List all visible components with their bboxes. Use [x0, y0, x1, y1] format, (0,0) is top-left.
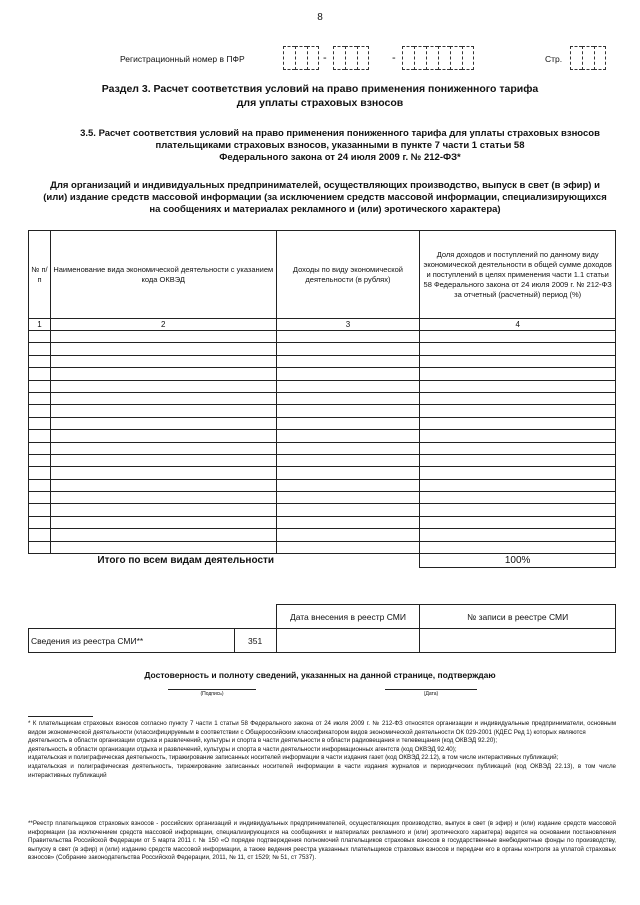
date-caption: (Дата): [423, 691, 439, 697]
table-cell[interactable]: [50, 479, 276, 491]
table-cell[interactable]: [276, 405, 420, 417]
table-cell[interactable]: [420, 504, 616, 516]
table-cell[interactable]: [276, 343, 420, 355]
table-cell[interactable]: [29, 355, 51, 367]
smi-record-input[interactable]: [420, 629, 616, 653]
table-cell[interactable]: [420, 331, 616, 343]
table-cell[interactable]: [50, 529, 276, 541]
table-cell[interactable]: [50, 343, 276, 355]
table-cell[interactable]: [50, 417, 276, 429]
table-row: [29, 392, 616, 404]
smi-date-header: Дата внесения в реестр СМИ: [276, 605, 420, 629]
table-cell[interactable]: [29, 504, 51, 516]
table-cell[interactable]: [29, 529, 51, 541]
footnote-1: * К плательщикам страховых взносов согласно пункту 7 части 1 статьи 58 Федерального закона от 24 июля 2009 г. № 212-ФЗ относятся организации и индивидуальные предприниматели, основным видом экономической деятельности (классифицируемым в соответствии с Общероссийским классификатором видов экономической деятельности ОК 029-2001 (КДЕС Ред 1) которых являются деятельность в области организации отдыха и развлечений, культуры и спорта в части деятельности в области радиовещания и телевещания (код ОКВЭД 92.20); деятельность в области организации отдыха и развлечений, культуры и спорта в части деятельности информационных агентств (код ОКВЭД 92.40); издательская и полиграфическая деятельность, тиражирование записанных носителей информации в части издания газет (код ОКВЭД 22.12), в том числе интерактивных публикаций; издательская и полиграфическая деятельность, тиражирование записанных носителей информации в части издания журналов и периодических публикаций (код ОКВЭД 22.13), в том числе интерактивных публикаций: [28, 720, 616, 779]
signature-caption: (Подпись): [200, 691, 224, 697]
table-cell[interactable]: [29, 516, 51, 528]
table-cell[interactable]: [276, 442, 420, 454]
page-label: Стр.: [545, 54, 563, 64]
table-row: [29, 492, 616, 504]
table-cell[interactable]: [276, 380, 420, 392]
table-cell[interactable]: [420, 380, 616, 392]
table-cell[interactable]: [50, 392, 276, 404]
section-title: Раздел 3. Расчет соответствия условий на право применения пониженного тарифа для уплаты страховых взносов: [101, 83, 539, 109]
table-cell[interactable]: [420, 343, 616, 355]
table-cell[interactable]: [420, 355, 616, 367]
table-cell[interactable]: [276, 516, 420, 528]
table-cell[interactable]: [29, 467, 51, 479]
table-cell[interactable]: [29, 454, 51, 466]
table-row: [29, 368, 616, 380]
table-cell[interactable]: [276, 454, 420, 466]
table-cell[interactable]: [29, 380, 51, 392]
table-cell[interactable]: [420, 541, 616, 553]
table-cell[interactable]: [50, 541, 276, 553]
table-cell[interactable]: [29, 405, 51, 417]
confirmation-text: Достоверность и полноту сведений, указанных на данной странице, подтверждаю: [144, 670, 496, 680]
table-row: [29, 516, 616, 528]
table-row: [29, 479, 616, 491]
table-cell[interactable]: [420, 479, 616, 491]
table-row: [29, 405, 616, 417]
footnote-separator: [28, 716, 93, 717]
table-cell[interactable]: [420, 454, 616, 466]
table-cell[interactable]: [29, 430, 51, 442]
table-cell[interactable]: [50, 504, 276, 516]
table-cell[interactable]: [420, 529, 616, 541]
smi-row-code: 351: [234, 629, 276, 653]
table-cell[interactable]: [50, 454, 276, 466]
table-cell[interactable]: [50, 380, 276, 392]
table-cell[interactable]: [420, 417, 616, 429]
table-cell[interactable]: [420, 368, 616, 380]
activity-table: [28, 230, 616, 568]
reg-separator: -: [392, 52, 396, 64]
reg-number-field-1[interactable]: [283, 46, 319, 70]
table-cell[interactable]: [50, 368, 276, 380]
reg-number-field-2[interactable]: [333, 46, 369, 70]
table-cell[interactable]: [420, 430, 616, 442]
total-percent: 100%: [420, 554, 616, 568]
table-cell[interactable]: [276, 368, 420, 380]
table-row: [29, 529, 616, 541]
table-cell[interactable]: [29, 442, 51, 454]
table-cell[interactable]: [50, 405, 276, 417]
table-row: [29, 343, 616, 355]
table-cell[interactable]: [50, 442, 276, 454]
table-cell[interactable]: [29, 492, 51, 504]
subsection-title: 3.5. Расчет соответствия условий на право применения пониженного тарифа для уплаты страховых взносов плательщиками страховых взносов, указанными в пункте 7 части 1 статьи 58 Федерального закона от 24 июля 2009 г. № 212-ФЗ*: [80, 128, 600, 163]
total-label: Итого по всем видам деятельности: [97, 555, 275, 567]
table-cell[interactable]: [50, 492, 276, 504]
table-cell[interactable]: [276, 430, 420, 442]
table-cell[interactable]: [276, 492, 420, 504]
reg-number-label: Регистрационный номер в ПФР: [120, 54, 245, 64]
smi-record-header: № записи в реестре СМИ: [420, 605, 616, 629]
smi-row-label: Сведения из реестра СМИ**: [29, 629, 235, 653]
table-cell[interactable]: [29, 331, 51, 343]
table-cell[interactable]: [276, 331, 420, 343]
total-row: [29, 554, 616, 568]
smi-registry-table: [28, 604, 616, 653]
table-cell[interactable]: [50, 355, 276, 367]
table-cell[interactable]: [50, 467, 276, 479]
table-row: [29, 467, 616, 479]
table-row: [29, 430, 616, 442]
table-row: [29, 417, 616, 429]
column-header-activity: Наименование вида экономической деятельности с указанием кода ОКВЭД: [50, 231, 276, 319]
table-cell[interactable]: [276, 504, 420, 516]
table-cell[interactable]: [29, 368, 51, 380]
table-row: [29, 442, 616, 454]
table-cell[interactable]: [276, 392, 420, 404]
table-cell[interactable]: [420, 392, 616, 404]
reg-number-field-3[interactable]: [402, 46, 474, 70]
reg-separator: -: [323, 52, 327, 64]
table-cell[interactable]: [276, 541, 420, 553]
table-cell[interactable]: [29, 417, 51, 429]
table-cell[interactable]: [29, 479, 51, 491]
table-row: [29, 331, 616, 343]
footnote-2: **Реестр плательщиков страховых взносов - российских организаций и индивидуальных предпринимателей, осуществляющих производство, выпуск в свет (в эфир) и (или) издание средств массовой информации (за исключением средств массовой информации, специализирующихся на сообщениях и материалах рекламного и (или) эротического характера) ведется на основании постановления Правительства Российской Федерации от 5 марта 2011 г. № 150 «О порядке подтверждения полномочий плательщиков страховых взносов в государственные внебюджетные фонды по производству, выпуску в свет (в эфир) и (или) изданию средств массовой информации, а также ведения реестра указанных плательщиков страховых взносов и передачи его в органы контроля за уплатой страховых взносов» (Собрание законодательства Российской Федерации, 2011, № 11, ст 1529; № 51, ст 7537).: [28, 820, 616, 862]
table-cell[interactable]: [420, 492, 616, 504]
table-cell[interactable]: [50, 516, 276, 528]
table-row: [29, 454, 616, 466]
intro-text: Для организаций и индивидуальных предпринимателей, осуществляющих производство, выпуск в свет (в эфир) и (или) издание средств массовой информации (за исключением средств массовой информации, специализирующихся на сообщениях и материалах рекламного и (или) эротического характера): [43, 180, 607, 215]
table-cell[interactable]: [276, 529, 420, 541]
table-cell[interactable]: [420, 405, 616, 417]
table-cell[interactable]: [276, 479, 420, 491]
table-row: [29, 504, 616, 516]
registration-row: [120, 46, 620, 72]
smi-date-input[interactable]: [276, 629, 420, 653]
table-cell[interactable]: [29, 541, 51, 553]
table-cell[interactable]: [276, 467, 420, 479]
page-number: 8: [317, 12, 323, 23]
table-row: [29, 541, 616, 553]
table-cell[interactable]: [50, 430, 276, 442]
table-cell[interactable]: [420, 516, 616, 528]
column-header-number: № п/п: [29, 231, 51, 319]
column-numbers-row: 1 2 3 4: [29, 319, 616, 331]
column-header-income: Доходы по виду экономической деятельности (в рублях): [276, 231, 420, 319]
signature-line[interactable]: [168, 689, 256, 690]
table-cell[interactable]: [276, 355, 420, 367]
table-cell[interactable]: [29, 343, 51, 355]
table-cell[interactable]: [50, 331, 276, 343]
column-header-share: Доля доходов и поступлений по данному виду экономической деятельности в общей сумме доходов и поступлений в целях применения части 1.1 статьи 58 Федерального закона от 24 июля 2009 г. № 212-ФЗ за отчетный (расчетный) период (%): [420, 231, 616, 319]
page-number-field[interactable]: [570, 46, 606, 70]
table-cell[interactable]: [420, 442, 616, 454]
table-cell[interactable]: [420, 467, 616, 479]
table-cell[interactable]: [276, 417, 420, 429]
table-row: [29, 380, 616, 392]
table-row: [29, 355, 616, 367]
table-cell[interactable]: [29, 392, 51, 404]
date-line[interactable]: [385, 689, 477, 690]
